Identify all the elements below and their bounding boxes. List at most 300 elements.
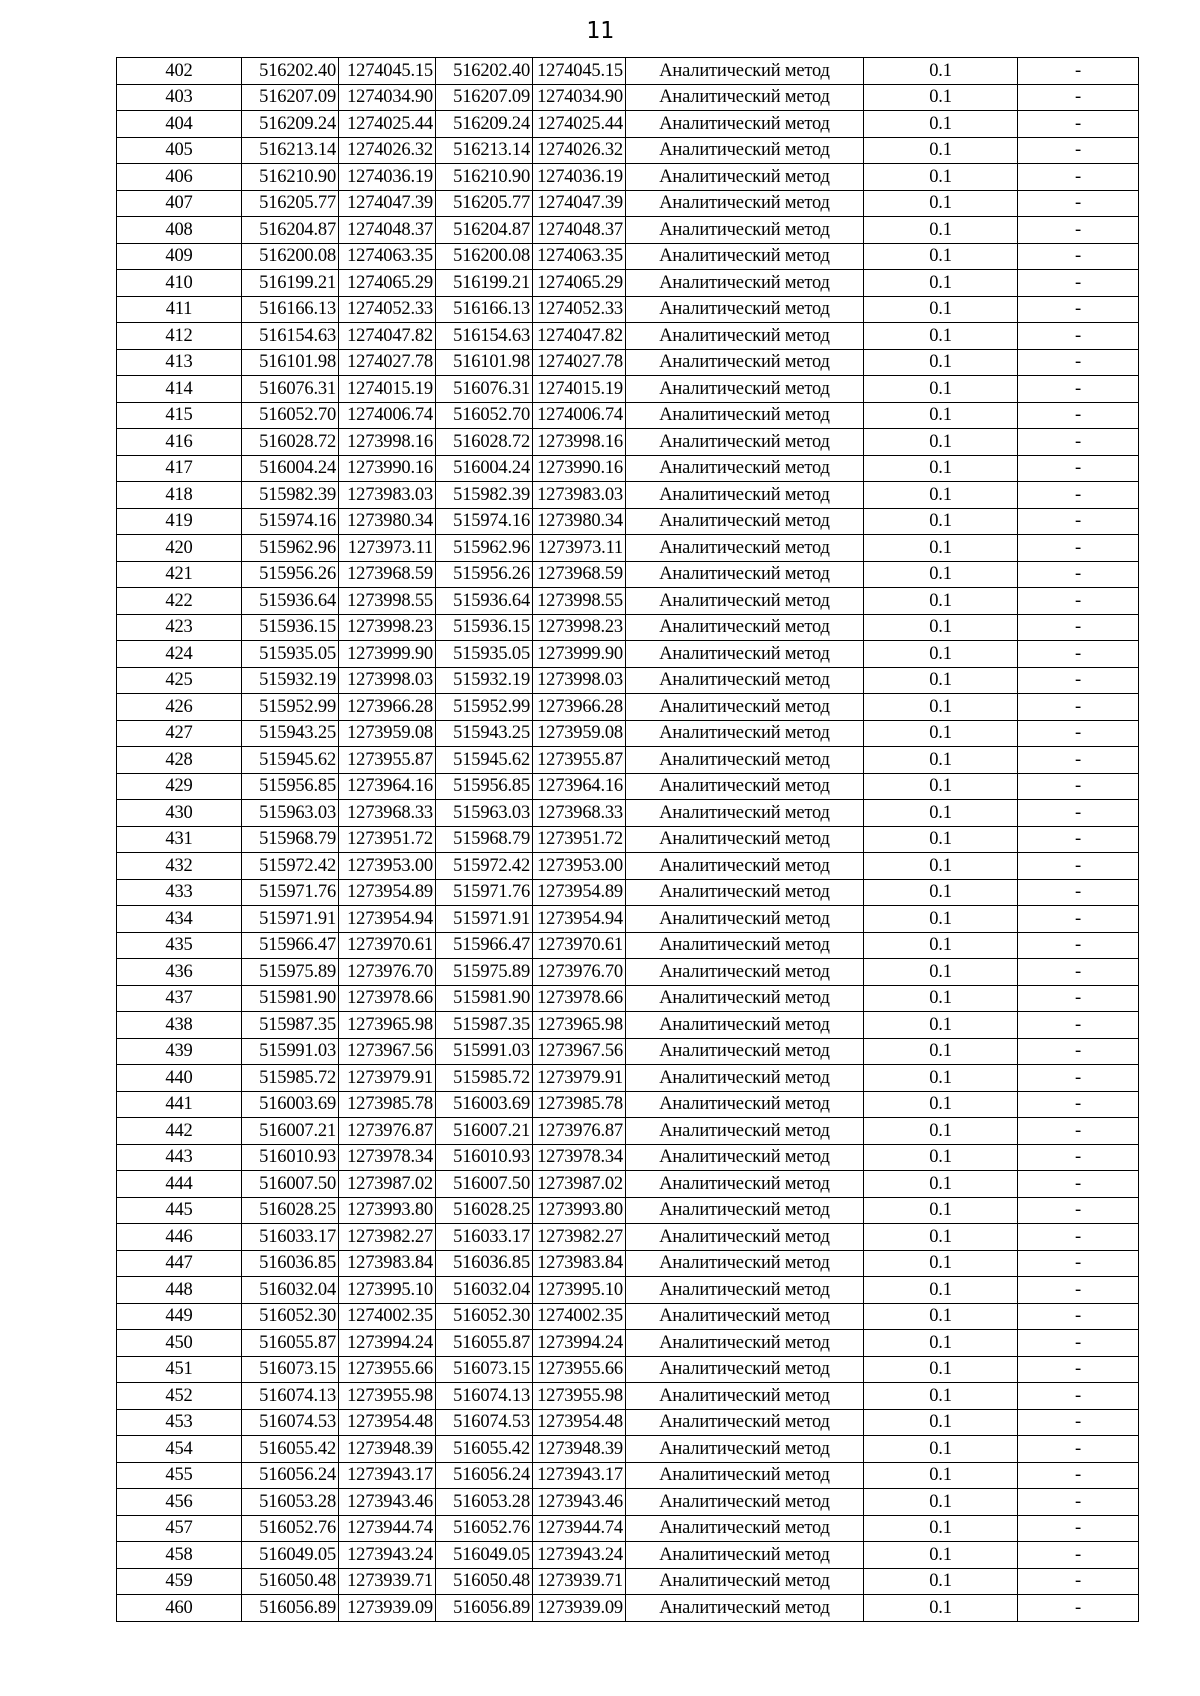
note-cell: -: [1018, 1250, 1139, 1277]
accuracy-cell: 0.1: [864, 720, 1018, 747]
accuracy-cell: 0.1: [864, 800, 1018, 827]
x-coord-cell: 515956.26: [242, 561, 339, 588]
note-cell: -: [1018, 1436, 1139, 1463]
y-coord-cell: 1273939.71: [339, 1568, 436, 1595]
y-coord-cell: 1273943.24: [533, 1542, 626, 1569]
x-coord-cell: 515972.42: [242, 853, 339, 880]
table-row: [117, 959, 1139, 986]
accuracy-cell: 0.1: [864, 588, 1018, 615]
y-coord-cell: 1273978.34: [533, 1144, 626, 1171]
y-coord-cell: 1273954.89: [533, 879, 626, 906]
note-cell: -: [1018, 1144, 1139, 1171]
y-coord-cell: 1273983.84: [339, 1250, 436, 1277]
accuracy-cell: 0.1: [864, 508, 1018, 535]
accuracy-cell: 0.1: [864, 879, 1018, 906]
x-coord-cell: 516056.24: [242, 1462, 339, 1489]
point-number-cell: 458: [117, 1542, 242, 1569]
method-cell: Аналитический метод: [626, 323, 864, 350]
x-coord-cell: 516166.13: [242, 296, 339, 323]
x-coord-cell: 515981.90: [242, 985, 339, 1012]
note-cell: -: [1018, 1065, 1139, 1092]
method-cell: Аналитический метод: [626, 137, 864, 164]
accuracy-cell: 0.1: [864, 402, 1018, 429]
method-cell: Аналитический метод: [626, 349, 864, 376]
note-cell: -: [1018, 164, 1139, 191]
y-coord-cell: 1273968.59: [533, 561, 626, 588]
y-coord-cell: 1274052.33: [339, 296, 436, 323]
x-coord-cell: 516007.21: [436, 1118, 533, 1145]
x-coord-cell: 516028.25: [436, 1197, 533, 1224]
note-cell: -: [1018, 296, 1139, 323]
x-coord-cell: 516076.31: [436, 376, 533, 403]
accuracy-cell: 0.1: [864, 270, 1018, 297]
method-cell: Аналитический метод: [626, 84, 864, 111]
table-row: [117, 1197, 1139, 1224]
y-coord-cell: 1274026.32: [339, 137, 436, 164]
y-coord-cell: 1273990.16: [339, 455, 436, 482]
accuracy-cell: 0.1: [864, 1436, 1018, 1463]
x-coord-cell: 515945.62: [436, 747, 533, 774]
x-coord-cell: 516055.42: [242, 1436, 339, 1463]
point-number-cell: 432: [117, 853, 242, 880]
x-coord-cell: 516056.89: [242, 1595, 339, 1622]
table-row: [117, 641, 1139, 668]
y-coord-cell: 1273980.34: [533, 508, 626, 535]
y-coord-cell: 1273987.02: [339, 1171, 436, 1198]
y-coord-cell: 1273973.11: [533, 535, 626, 562]
method-cell: Аналитический метод: [626, 508, 864, 535]
note-cell: -: [1018, 455, 1139, 482]
point-number-cell: 415: [117, 402, 242, 429]
table-row: [117, 1568, 1139, 1595]
y-coord-cell: 1273955.98: [339, 1383, 436, 1410]
y-coord-cell: 1274002.35: [533, 1303, 626, 1330]
method-cell: Аналитический метод: [626, 826, 864, 853]
point-number-cell: 429: [117, 773, 242, 800]
note-cell: -: [1018, 243, 1139, 270]
x-coord-cell: 515985.72: [242, 1065, 339, 1092]
y-coord-cell: 1274047.39: [533, 190, 626, 217]
y-coord-cell: 1273939.09: [533, 1595, 626, 1622]
method-cell: Аналитический метод: [626, 773, 864, 800]
point-number-cell: 430: [117, 800, 242, 827]
table-row: [117, 1436, 1139, 1463]
point-number-cell: 433: [117, 879, 242, 906]
x-coord-cell: 516073.15: [242, 1356, 339, 1383]
point-number-cell: 455: [117, 1462, 242, 1489]
note-cell: -: [1018, 270, 1139, 297]
table-row: [117, 58, 1139, 85]
note-cell: -: [1018, 1118, 1139, 1145]
y-coord-cell: 1273954.48: [533, 1409, 626, 1436]
y-coord-cell: 1273978.66: [533, 985, 626, 1012]
x-coord-cell: 515981.90: [436, 985, 533, 1012]
note-cell: -: [1018, 323, 1139, 350]
note-cell: -: [1018, 1568, 1139, 1595]
note-cell: -: [1018, 747, 1139, 774]
accuracy-cell: 0.1: [864, 296, 1018, 323]
table-row: [117, 1118, 1139, 1145]
point-number-cell: 404: [117, 111, 242, 138]
point-number-cell: 419: [117, 508, 242, 535]
y-coord-cell: 1273976.87: [533, 1118, 626, 1145]
point-number-cell: 459: [117, 1568, 242, 1595]
method-cell: Аналитический метод: [626, 932, 864, 959]
y-coord-cell: 1274036.19: [339, 164, 436, 191]
point-number-cell: 457: [117, 1515, 242, 1542]
x-coord-cell: 516028.72: [242, 429, 339, 456]
x-coord-cell: 515952.99: [436, 694, 533, 721]
accuracy-cell: 0.1: [864, 1383, 1018, 1410]
note-cell: -: [1018, 402, 1139, 429]
table-row: [117, 906, 1139, 933]
y-coord-cell: 1273980.34: [339, 508, 436, 535]
table-row: [117, 190, 1139, 217]
point-number-cell: 420: [117, 535, 242, 562]
y-coord-cell: 1273983.03: [533, 482, 626, 509]
y-coord-cell: 1273968.59: [339, 561, 436, 588]
note-cell: -: [1018, 1409, 1139, 1436]
table-row: [117, 243, 1139, 270]
point-number-cell: 405: [117, 137, 242, 164]
x-coord-cell: 515936.15: [242, 614, 339, 641]
x-coord-cell: 516052.70: [436, 402, 533, 429]
x-coord-cell: 515971.91: [242, 906, 339, 933]
note-cell: -: [1018, 137, 1139, 164]
x-coord-cell: 516213.14: [436, 137, 533, 164]
method-cell: Аналитический метод: [626, 694, 864, 721]
method-cell: Аналитический метод: [626, 535, 864, 562]
y-coord-cell: 1273951.72: [533, 826, 626, 853]
method-cell: Аналитический метод: [626, 959, 864, 986]
point-number-cell: 453: [117, 1409, 242, 1436]
accuracy-cell: 0.1: [864, 376, 1018, 403]
x-coord-cell: 516205.77: [436, 190, 533, 217]
y-coord-cell: 1273998.16: [339, 429, 436, 456]
y-coord-cell: 1274048.37: [533, 217, 626, 244]
x-coord-cell: 515982.39: [436, 482, 533, 509]
x-coord-cell: 516052.70: [242, 402, 339, 429]
point-number-cell: 421: [117, 561, 242, 588]
x-coord-cell: 515943.25: [242, 720, 339, 747]
point-number-cell: 449: [117, 1303, 242, 1330]
point-number-cell: 440: [117, 1065, 242, 1092]
x-coord-cell: 515943.25: [436, 720, 533, 747]
coordinates-table: [116, 57, 1139, 1622]
table-row: [117, 1171, 1139, 1198]
table-row: [117, 164, 1139, 191]
point-number-cell: 427: [117, 720, 242, 747]
note-cell: -: [1018, 1038, 1139, 1065]
table-row: [117, 1091, 1139, 1118]
y-coord-cell: 1273982.27: [533, 1224, 626, 1251]
accuracy-cell: 0.1: [864, 1144, 1018, 1171]
method-cell: Аналитический метод: [626, 217, 864, 244]
note-cell: -: [1018, 1171, 1139, 1198]
method-cell: Аналитический метод: [626, 1038, 864, 1065]
y-coord-cell: 1273979.91: [339, 1065, 436, 1092]
table-row: [117, 588, 1139, 615]
accuracy-cell: 0.1: [864, 243, 1018, 270]
x-coord-cell: 515963.03: [242, 800, 339, 827]
point-number-cell: 442: [117, 1118, 242, 1145]
accuracy-cell: 0.1: [864, 747, 1018, 774]
accuracy-cell: 0.1: [864, 1065, 1018, 1092]
note-cell: -: [1018, 667, 1139, 694]
y-coord-cell: 1273982.27: [339, 1224, 436, 1251]
y-coord-cell: 1273953.00: [533, 853, 626, 880]
point-number-cell: 431: [117, 826, 242, 853]
table-row: [117, 985, 1139, 1012]
accuracy-cell: 0.1: [864, 1012, 1018, 1039]
point-number-cell: 422: [117, 588, 242, 615]
note-cell: -: [1018, 1224, 1139, 1251]
x-coord-cell: 516049.05: [436, 1542, 533, 1569]
x-coord-cell: 516003.69: [242, 1091, 339, 1118]
table-row: [117, 853, 1139, 880]
y-coord-cell: 1273953.00: [339, 853, 436, 880]
y-coord-cell: 1273998.23: [339, 614, 436, 641]
method-cell: Аналитический метод: [626, 296, 864, 323]
note-cell: -: [1018, 84, 1139, 111]
y-coord-cell: 1273954.94: [339, 906, 436, 933]
method-cell: Аналитический метод: [626, 800, 864, 827]
y-coord-cell: 1273985.78: [339, 1091, 436, 1118]
accuracy-cell: 0.1: [864, 773, 1018, 800]
x-coord-cell: 515956.85: [436, 773, 533, 800]
method-cell: Аналитический метод: [626, 1303, 864, 1330]
table-row: [117, 694, 1139, 721]
x-coord-cell: 515982.39: [242, 482, 339, 509]
x-coord-cell: 516050.48: [436, 1568, 533, 1595]
x-coord-cell: 516055.87: [436, 1330, 533, 1357]
point-number-cell: 414: [117, 376, 242, 403]
y-coord-cell: 1273990.16: [533, 455, 626, 482]
point-number-cell: 417: [117, 455, 242, 482]
note-cell: -: [1018, 800, 1139, 827]
y-coord-cell: 1273959.08: [339, 720, 436, 747]
x-coord-cell: 515974.16: [242, 508, 339, 535]
y-coord-cell: 1274006.74: [533, 402, 626, 429]
method-cell: Аналитический метод: [626, 1462, 864, 1489]
table-row: [117, 296, 1139, 323]
accuracy-cell: 0.1: [864, 694, 1018, 721]
table-row: [117, 773, 1139, 800]
y-coord-cell: 1273944.74: [533, 1515, 626, 1542]
point-number-cell: 407: [117, 190, 242, 217]
note-cell: -: [1018, 1542, 1139, 1569]
x-coord-cell: 516200.08: [436, 243, 533, 270]
table-row: [117, 349, 1139, 376]
accuracy-cell: 0.1: [864, 1489, 1018, 1516]
page-number: 11: [586, 18, 614, 44]
y-coord-cell: 1273993.80: [339, 1197, 436, 1224]
accuracy-cell: 0.1: [864, 482, 1018, 509]
x-coord-cell: 516036.85: [436, 1250, 533, 1277]
method-cell: Аналитический метод: [626, 270, 864, 297]
note-cell: -: [1018, 641, 1139, 668]
method-cell: Аналитический метод: [626, 1330, 864, 1357]
y-coord-cell: 1273985.78: [533, 1091, 626, 1118]
y-coord-cell: 1274048.37: [339, 217, 436, 244]
x-coord-cell: 516207.09: [242, 84, 339, 111]
x-coord-cell: 516204.87: [436, 217, 533, 244]
x-coord-cell: 515966.47: [242, 932, 339, 959]
accuracy-cell: 0.1: [864, 1303, 1018, 1330]
table-row: [117, 455, 1139, 482]
y-coord-cell: 1273948.39: [339, 1436, 436, 1463]
table-row: [117, 1542, 1139, 1569]
y-coord-cell: 1273955.98: [533, 1383, 626, 1410]
method-cell: Аналитический метод: [626, 1595, 864, 1622]
point-number-cell: 443: [117, 1144, 242, 1171]
x-coord-cell: 516199.21: [242, 270, 339, 297]
note-cell: -: [1018, 1383, 1139, 1410]
accuracy-cell: 0.1: [864, 1515, 1018, 1542]
accuracy-cell: 0.1: [864, 429, 1018, 456]
x-coord-cell: 516052.30: [436, 1303, 533, 1330]
note-cell: -: [1018, 535, 1139, 562]
x-coord-cell: 516210.90: [436, 164, 533, 191]
point-number-cell: 423: [117, 614, 242, 641]
table-row: [117, 800, 1139, 827]
point-number-cell: 452: [117, 1383, 242, 1410]
point-number-cell: 460: [117, 1595, 242, 1622]
x-coord-cell: 516204.87: [242, 217, 339, 244]
point-number-cell: 436: [117, 959, 242, 986]
table-row: [117, 1012, 1139, 1039]
y-coord-cell: 1273993.80: [533, 1197, 626, 1224]
y-coord-cell: 1274052.33: [533, 296, 626, 323]
x-coord-cell: 515935.05: [242, 641, 339, 668]
note-cell: -: [1018, 1489, 1139, 1516]
accuracy-cell: 0.1: [864, 349, 1018, 376]
x-coord-cell: 515991.03: [436, 1038, 533, 1065]
table-row: [117, 508, 1139, 535]
y-coord-cell: 1273983.84: [533, 1250, 626, 1277]
y-coord-cell: 1273955.66: [339, 1356, 436, 1383]
x-coord-cell: 516202.40: [436, 58, 533, 85]
y-coord-cell: 1274002.35: [339, 1303, 436, 1330]
note-cell: -: [1018, 985, 1139, 1012]
note-cell: -: [1018, 349, 1139, 376]
table-row: [117, 614, 1139, 641]
y-coord-cell: 1273943.46: [533, 1489, 626, 1516]
note-cell: -: [1018, 217, 1139, 244]
y-coord-cell: 1273970.61: [339, 932, 436, 959]
y-coord-cell: 1273998.55: [339, 588, 436, 615]
point-number-cell: 441: [117, 1091, 242, 1118]
method-cell: Аналитический метод: [626, 1012, 864, 1039]
method-cell: Аналитический метод: [626, 58, 864, 85]
x-coord-cell: 516101.98: [242, 349, 339, 376]
x-coord-cell: 515932.19: [242, 667, 339, 694]
x-coord-cell: 516101.98: [436, 349, 533, 376]
y-coord-cell: 1273964.16: [339, 773, 436, 800]
note-cell: -: [1018, 561, 1139, 588]
note-cell: -: [1018, 508, 1139, 535]
y-coord-cell: 1273998.55: [533, 588, 626, 615]
note-cell: -: [1018, 853, 1139, 880]
x-coord-cell: 515975.89: [436, 959, 533, 986]
accuracy-cell: 0.1: [864, 1277, 1018, 1304]
x-coord-cell: 515975.89: [242, 959, 339, 986]
accuracy-cell: 0.1: [864, 217, 1018, 244]
x-coord-cell: 515972.42: [436, 853, 533, 880]
table-row: [117, 1462, 1139, 1489]
table-row: [117, 1224, 1139, 1251]
table-row: [117, 932, 1139, 959]
table-row: [117, 111, 1139, 138]
y-coord-cell: 1273987.02: [533, 1171, 626, 1198]
note-cell: -: [1018, 959, 1139, 986]
note-cell: -: [1018, 932, 1139, 959]
y-coord-cell: 1273944.74: [339, 1515, 436, 1542]
note-cell: -: [1018, 694, 1139, 721]
table-row: [117, 1303, 1139, 1330]
y-coord-cell: 1274027.78: [339, 349, 436, 376]
x-coord-cell: 516028.72: [436, 429, 533, 456]
accuracy-cell: 0.1: [864, 1356, 1018, 1383]
point-number-cell: 445: [117, 1197, 242, 1224]
method-cell: Аналитический метод: [626, 1197, 864, 1224]
point-number-cell: 426: [117, 694, 242, 721]
x-coord-cell: 515936.64: [436, 588, 533, 615]
x-coord-cell: 516010.93: [436, 1144, 533, 1171]
note-cell: -: [1018, 1330, 1139, 1357]
point-number-cell: 456: [117, 1489, 242, 1516]
x-coord-cell: 516209.24: [436, 111, 533, 138]
accuracy-cell: 0.1: [864, 667, 1018, 694]
x-coord-cell: 516154.63: [436, 323, 533, 350]
point-number-cell: 410: [117, 270, 242, 297]
y-coord-cell: 1274036.19: [533, 164, 626, 191]
x-coord-cell: 516053.28: [436, 1489, 533, 1516]
method-cell: Аналитический метод: [626, 402, 864, 429]
method-cell: Аналитический метод: [626, 1383, 864, 1410]
x-coord-cell: 516199.21: [436, 270, 533, 297]
y-coord-cell: 1273954.89: [339, 879, 436, 906]
method-cell: Аналитический метод: [626, 614, 864, 641]
x-coord-cell: 516010.93: [242, 1144, 339, 1171]
y-coord-cell: 1274034.90: [339, 84, 436, 111]
note-cell: -: [1018, 614, 1139, 641]
point-number-cell: 424: [117, 641, 242, 668]
table-row: [117, 1250, 1139, 1277]
table-row: [117, 1277, 1139, 1304]
y-coord-cell: 1274027.78: [533, 349, 626, 376]
method-cell: Аналитический метод: [626, 1144, 864, 1171]
point-number-cell: 434: [117, 906, 242, 933]
y-coord-cell: 1273995.10: [533, 1277, 626, 1304]
accuracy-cell: 0.1: [864, 1542, 1018, 1569]
point-number-cell: 418: [117, 482, 242, 509]
x-coord-cell: 515936.15: [436, 614, 533, 641]
y-coord-cell: 1274063.35: [533, 243, 626, 270]
y-coord-cell: 1274047.82: [533, 323, 626, 350]
y-coord-cell: 1273965.98: [533, 1012, 626, 1039]
y-coord-cell: 1274006.74: [339, 402, 436, 429]
accuracy-cell: 0.1: [864, 84, 1018, 111]
table-row: [117, 217, 1139, 244]
accuracy-cell: 0.1: [864, 561, 1018, 588]
x-coord-cell: 515985.72: [436, 1065, 533, 1092]
x-coord-cell: 515968.79: [242, 826, 339, 853]
method-cell: Аналитический метод: [626, 111, 864, 138]
y-coord-cell: 1273999.90: [339, 641, 436, 668]
y-coord-cell: 1273966.28: [339, 694, 436, 721]
x-coord-cell: 516055.87: [242, 1330, 339, 1357]
